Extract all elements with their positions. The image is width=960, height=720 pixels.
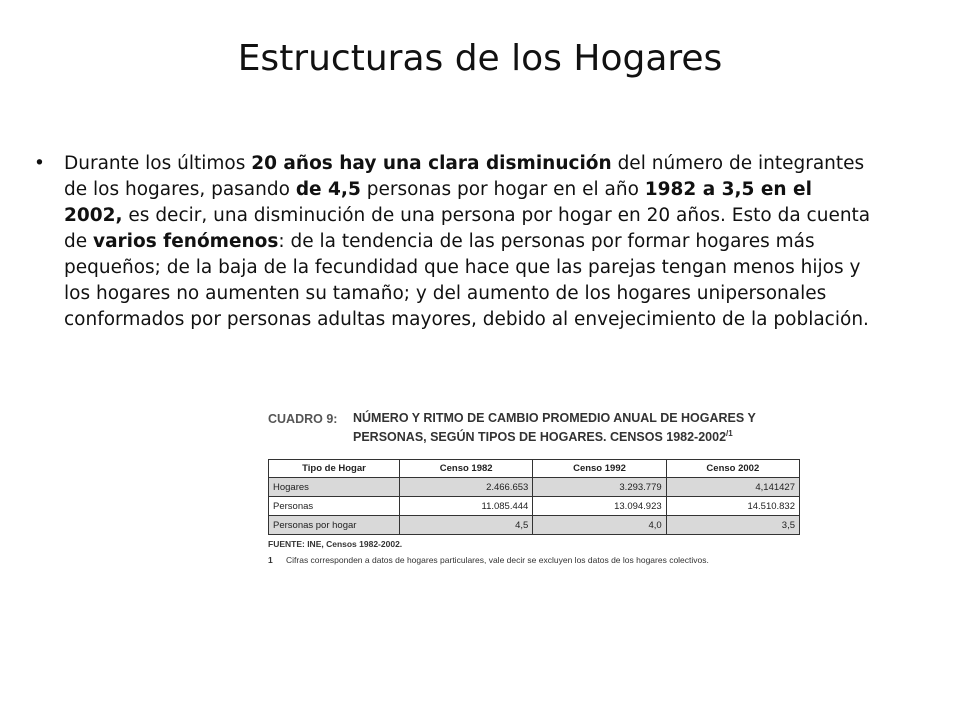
- table-row: [269, 478, 800, 497]
- table-cell: 3.293.779: [533, 478, 666, 497]
- table-cell: 4,141427: [666, 478, 799, 497]
- footnote-number: 1: [268, 555, 273, 566]
- table-row: [269, 497, 800, 516]
- cuadro-header: [268, 410, 808, 445]
- header-2002: Censo 2002: [666, 460, 799, 478]
- paragraph-bold-text: 1982 a 3,5 en el 2002,: [64, 179, 812, 226]
- slide-title: Estructuras de los Hogares: [237, 38, 723, 79]
- cuadro-title-text: NÚMERO Y RITMO DE CAMBIO PROMEDIO ANUAL DE HOGARES Y PERSONAS, SEGÚN TIPOS DE HOGARES. CENSOS 1982-2002: [353, 411, 756, 445]
- table-cell: 13.094.923: [533, 497, 666, 516]
- cuadro-table: [268, 459, 800, 535]
- paragraph-text: : de la tendencia de las personas por formar hogares más pequeños; de la baja de la fecundidad que hace que las parejas tengan menos hijos y los hogares no aumenten su tamaño; y del aumento de los hogares unipersonales conformados por personas adultas mayores, debido al envejecimiento de la población.: [64, 231, 869, 330]
- header-1982: Censo 1982: [400, 460, 533, 478]
- table-cell: 4,5: [400, 516, 533, 535]
- bullet-item: [34, 151, 874, 333]
- cuadro-figure: [268, 410, 808, 565]
- paragraph-bold-text: de 4,5: [295, 179, 361, 200]
- paragraph-text: Durante los últimos: [64, 153, 252, 174]
- cuadro-source: FUENTE: INE, Censos 1982-2002.: [268, 539, 403, 550]
- footnote-text: Cifras corresponden a datos de hogares particulares, vale decir se excluyen los datos de los hogares colectivos.: [286, 555, 709, 566]
- paragraph-text: del número de integrantes de los hogares, pasando: [64, 153, 865, 200]
- table-cell: 3,5: [666, 516, 799, 535]
- cuadro-label: CUADRO 9:: [268, 412, 338, 426]
- table-header-row: [269, 460, 800, 478]
- table-cell: 4,0: [533, 516, 666, 535]
- paragraph-bold-text: varios fenómenos: [93, 231, 279, 252]
- table-cell: Personas por hogar: [269, 516, 400, 535]
- bullet-icon: •: [34, 153, 45, 174]
- table-cell: Hogares: [269, 478, 400, 497]
- bullet-paragraph: [64, 151, 874, 333]
- paragraph-text: personas por hogar en el año: [360, 179, 645, 200]
- table-row: [269, 516, 800, 535]
- table-cell: 14.510.832: [666, 497, 799, 516]
- paragraph-bold-text: 20 años hay una clara disminución: [251, 153, 612, 174]
- table-cell: Personas: [269, 497, 400, 516]
- cuadro-footnote: [268, 555, 808, 565]
- table-cell: 11.085.444: [400, 497, 533, 516]
- cuadro-title: [353, 410, 773, 445]
- table-cell: 2.466.653: [400, 478, 533, 497]
- header-1992: Censo 1992: [533, 460, 666, 478]
- paragraph-text: es decir, una disminución de una persona por hogar en 20 años. Esto da cuenta de: [64, 205, 871, 252]
- cuadro-title-sup: /1: [726, 429, 733, 438]
- header-tipo: Tipo de Hogar: [269, 460, 400, 478]
